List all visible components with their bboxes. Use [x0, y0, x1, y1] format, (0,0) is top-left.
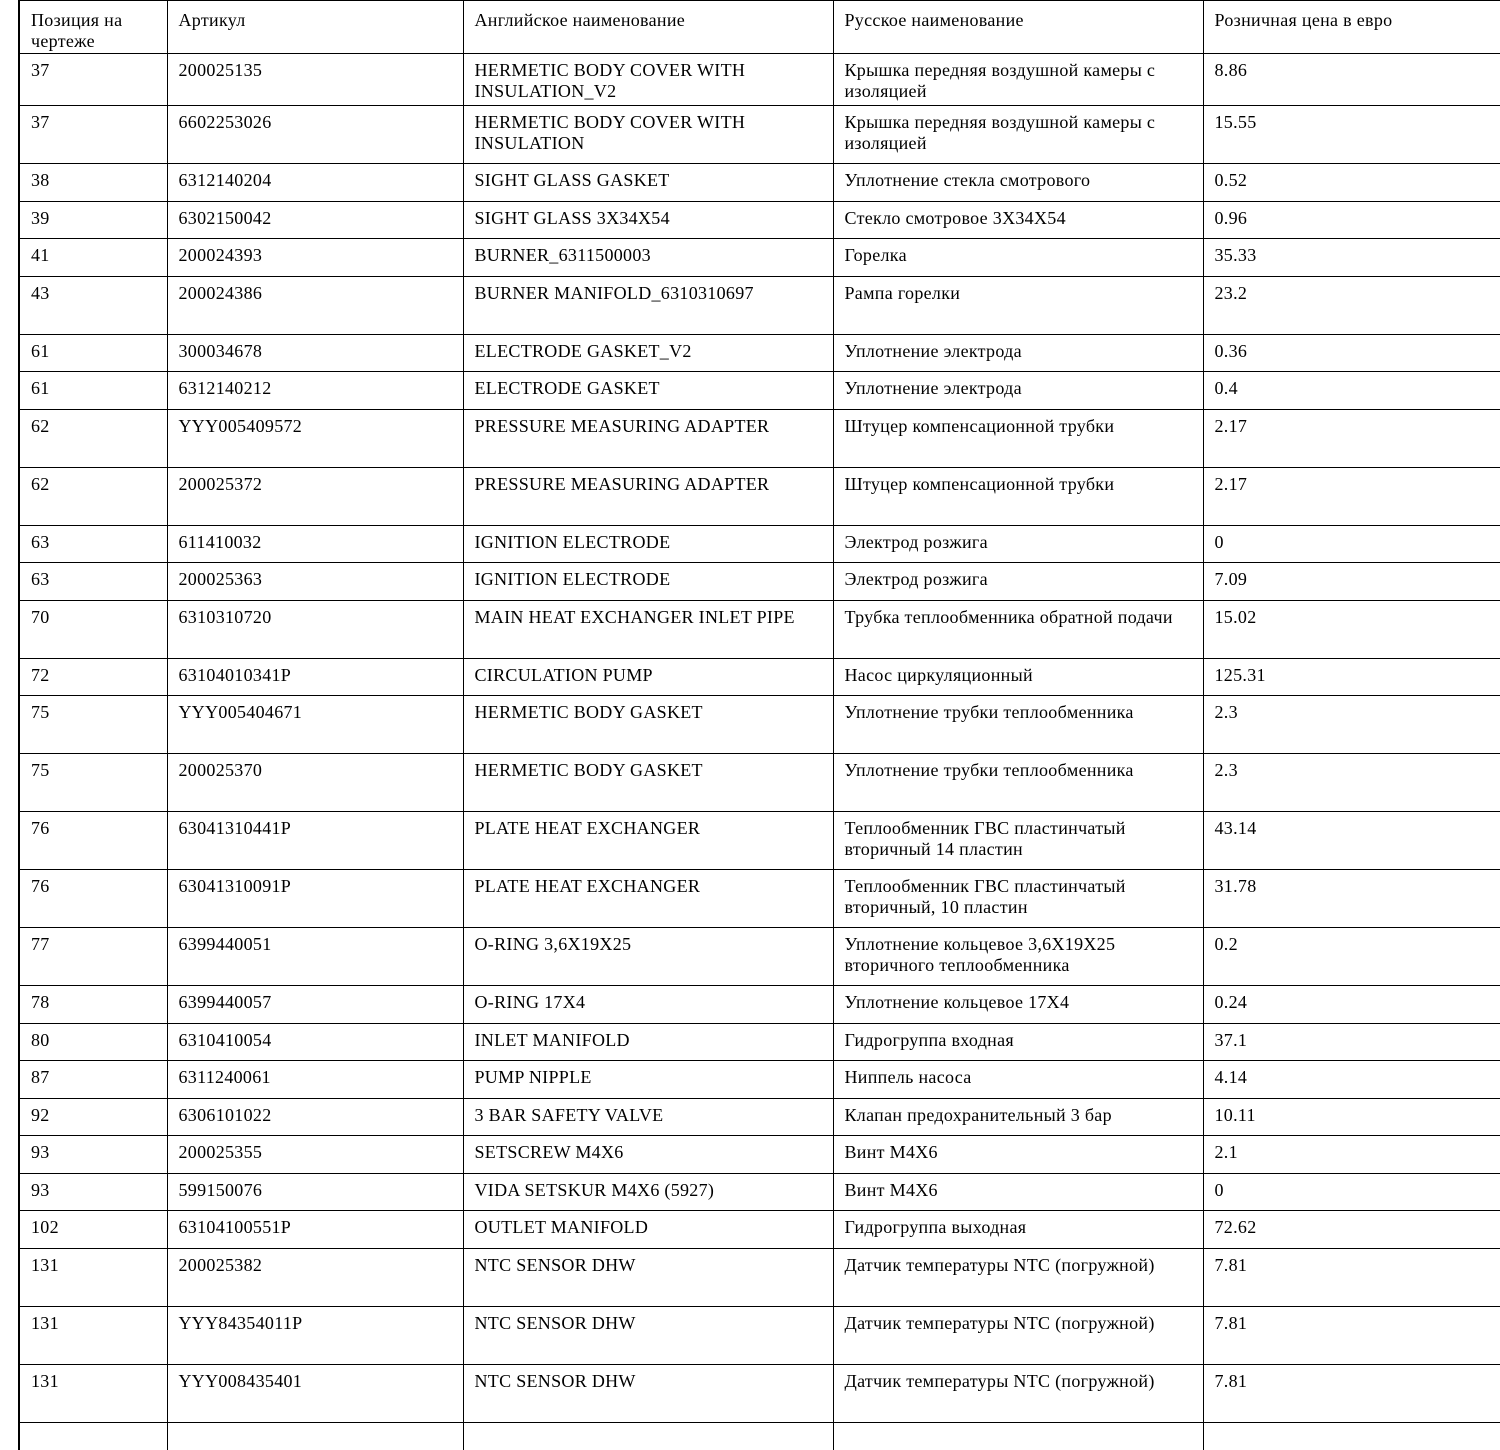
cell-retail-price: 35.33	[1203, 239, 1500, 277]
cell-russian-name: Датчик температуры NTC (погружной)	[833, 1364, 1203, 1422]
cell-russian-name: Трубка теплообменника обратной подачи	[833, 600, 1203, 658]
cell-russian-name: Горелка	[833, 239, 1203, 277]
cell-article: 200025135	[167, 54, 463, 106]
cell-english-name: INLET MANIFOLD	[463, 1023, 833, 1061]
cell-position: 41	[19, 239, 167, 277]
cell-english-name: BURNER_6311500003	[463, 239, 833, 277]
cell-russian-name: Стекло смотровое 3X34X54	[833, 201, 1203, 239]
cell-russian-name: Электрод розжига	[833, 563, 1203, 601]
cell-english-name: HERMETIC BODY COVER WITH INSULATION_V2	[463, 54, 833, 106]
cell-english-name: ELECTRODE GASKET	[463, 372, 833, 410]
empty-cell	[19, 1422, 167, 1450]
cell-russian-name: Электрод розжига	[833, 525, 1203, 563]
cell-english-name: PLATE HEAT EXCHANGER	[463, 870, 833, 928]
cell-article: 6602253026	[167, 106, 463, 164]
cell-english-name: SETSCREW M4X6	[463, 1136, 833, 1174]
cell-english-name: ELECTRODE GASKET_V2	[463, 334, 833, 372]
table-row	[19, 870, 1500, 928]
cell-english-name: PRESSURE MEASURING ADAPTER	[463, 409, 833, 467]
table-row	[19, 658, 1500, 696]
cell-retail-price: 4.14	[1203, 1061, 1500, 1099]
cell-retail-price: 0.52	[1203, 164, 1500, 202]
cell-english-name: PUMP NIPPLE	[463, 1061, 833, 1099]
empty-cell	[833, 1422, 1203, 1450]
table-row	[19, 467, 1500, 525]
table-row	[19, 1306, 1500, 1364]
cell-english-name: SIGHT GLASS 3X34X54	[463, 201, 833, 239]
cell-article: 63104100551P	[167, 1211, 463, 1249]
cell-english-name: HERMETIC BODY GASKET	[463, 754, 833, 812]
table-row	[19, 276, 1500, 334]
table-body	[19, 54, 1500, 1450]
cell-retail-price: 15.55	[1203, 106, 1500, 164]
cell-english-name: HERMETIC BODY COVER WITH INSULATION	[463, 106, 833, 164]
cell-retail-price: 0	[1203, 1173, 1500, 1211]
cell-article: 6306101022	[167, 1098, 463, 1136]
cell-article: 6310410054	[167, 1023, 463, 1061]
cell-russian-name: Штуцер компенсационной трубки	[833, 409, 1203, 467]
cell-english-name: PLATE HEAT EXCHANGER	[463, 812, 833, 870]
table-row	[19, 1364, 1500, 1422]
cell-english-name: MAIN HEAT EXCHANGER INLET PIPE	[463, 600, 833, 658]
table-row	[19, 525, 1500, 563]
table-row	[19, 54, 1500, 106]
cell-position: 61	[19, 372, 167, 410]
header-article: Артикул	[167, 1, 463, 54]
cell-russian-name: Винт M4X6	[833, 1136, 1203, 1174]
cell-russian-name: Теплообменник ГВС пластинчатый вторичный 14 пластин	[833, 812, 1203, 870]
table-header	[19, 1, 1500, 54]
cell-article: 200025370	[167, 754, 463, 812]
cell-position: 63	[19, 525, 167, 563]
table-row	[19, 409, 1500, 467]
table-row-empty	[19, 1422, 1500, 1450]
cell-russian-name: Крышка передняя воздушной камеры с изоляцией	[833, 54, 1203, 106]
cell-article: 200024393	[167, 239, 463, 277]
cell-retail-price: 125.31	[1203, 658, 1500, 696]
table-row	[19, 696, 1500, 754]
cell-position: 93	[19, 1136, 167, 1174]
table-row	[19, 164, 1500, 202]
cell-english-name: BURNER MANIFOLD_6310310697	[463, 276, 833, 334]
cell-article: 63041310441P	[167, 812, 463, 870]
cell-retail-price: 0.4	[1203, 372, 1500, 410]
cell-russian-name: Теплообменник ГВС пластинчатый вторичный, 10 пластин	[833, 870, 1203, 928]
cell-position: 37	[19, 54, 167, 106]
cell-retail-price: 7.81	[1203, 1364, 1500, 1422]
table-row	[19, 239, 1500, 277]
cell-russian-name: Уплотнение кольцевое 17X4	[833, 986, 1203, 1024]
cell-english-name: IGNITION ELECTRODE	[463, 525, 833, 563]
cell-position: 62	[19, 467, 167, 525]
cell-russian-name: Крышка передняя воздушной камеры с изоляцией	[833, 106, 1203, 164]
table-row	[19, 372, 1500, 410]
table-row	[19, 106, 1500, 164]
cell-english-name: IGNITION ELECTRODE	[463, 563, 833, 601]
cell-russian-name: Клапан предохранительный 3 бар	[833, 1098, 1203, 1136]
cell-english-name: O-RING 17X4	[463, 986, 833, 1024]
table-row	[19, 1173, 1500, 1211]
cell-article: 63104010341P	[167, 658, 463, 696]
cell-russian-name: Уплотнение электрода	[833, 334, 1203, 372]
cell-russian-name: Уплотнение кольцевое 3,6X19X25 вторичного теплообменника	[833, 928, 1203, 986]
cell-article: 6312140212	[167, 372, 463, 410]
cell-article: 63041310091P	[167, 870, 463, 928]
table-row	[19, 928, 1500, 986]
cell-position: 93	[19, 1173, 167, 1211]
cell-russian-name: Гидрогруппа входная	[833, 1023, 1203, 1061]
cell-article: 6310310720	[167, 600, 463, 658]
header-english-name: Английское наименование	[463, 1, 833, 54]
cell-russian-name: Уплотнение электрода	[833, 372, 1203, 410]
cell-position: 61	[19, 334, 167, 372]
cell-retail-price: 2.1	[1203, 1136, 1500, 1174]
cell-retail-price: 0.36	[1203, 334, 1500, 372]
empty-cell	[1203, 1422, 1500, 1450]
cell-english-name: O-RING 3,6X19X25	[463, 928, 833, 986]
cell-english-name: HERMETIC BODY GASKET	[463, 696, 833, 754]
cell-article: 300034678	[167, 334, 463, 372]
cell-retail-price: 10.11	[1203, 1098, 1500, 1136]
table-row	[19, 1023, 1500, 1061]
cell-article: 6311240061	[167, 1061, 463, 1099]
cell-article: 6399440051	[167, 928, 463, 986]
table-row	[19, 1098, 1500, 1136]
cell-retail-price: 8.86	[1203, 54, 1500, 106]
cell-russian-name: Уплотнение стекла смотрового	[833, 164, 1203, 202]
cell-retail-price: 0.24	[1203, 986, 1500, 1024]
cell-english-name: PRESSURE MEASURING ADAPTER	[463, 467, 833, 525]
cell-retail-price: 72.62	[1203, 1211, 1500, 1249]
cell-position: 77	[19, 928, 167, 986]
cell-retail-price: 7.09	[1203, 563, 1500, 601]
table-row	[19, 1211, 1500, 1249]
table-row	[19, 986, 1500, 1024]
cell-russian-name: Насос циркуляционный	[833, 658, 1203, 696]
cell-russian-name: Ниппель насоса	[833, 1061, 1203, 1099]
cell-position: 78	[19, 986, 167, 1024]
empty-cell	[463, 1422, 833, 1450]
cell-position: 131	[19, 1306, 167, 1364]
cell-position: 38	[19, 164, 167, 202]
cell-article: YYY005409572	[167, 409, 463, 467]
cell-article: 611410032	[167, 525, 463, 563]
cell-article: 6302150042	[167, 201, 463, 239]
cell-retail-price: 2.3	[1203, 696, 1500, 754]
cell-english-name: VIDA SETSKUR M4X6 (5927)	[463, 1173, 833, 1211]
cell-position: 131	[19, 1248, 167, 1306]
header-russian-name: Русское наименование	[833, 1, 1203, 54]
cell-english-name: NTC SENSOR DHW	[463, 1248, 833, 1306]
table-row	[19, 600, 1500, 658]
cell-english-name: NTC SENSOR DHW	[463, 1306, 833, 1364]
cell-english-name: NTC SENSOR DHW	[463, 1364, 833, 1422]
cell-russian-name: Гидрогруппа выходная	[833, 1211, 1203, 1249]
header-retail-price: Розничная цена в евро	[1203, 1, 1500, 54]
cell-retail-price: 2.17	[1203, 467, 1500, 525]
cell-russian-name: Датчик температуры NTC (погружной)	[833, 1306, 1203, 1364]
cell-position: 62	[19, 409, 167, 467]
table-row	[19, 334, 1500, 372]
cell-russian-name: Уплотнение трубки теплообменника	[833, 696, 1203, 754]
table-row	[19, 1136, 1500, 1174]
table-row	[19, 754, 1500, 812]
cell-retail-price: 2.3	[1203, 754, 1500, 812]
cell-retail-price: 31.78	[1203, 870, 1500, 928]
cell-retail-price: 23.2	[1203, 276, 1500, 334]
header-row	[19, 1, 1500, 54]
cell-article: 200025372	[167, 467, 463, 525]
cell-position: 70	[19, 600, 167, 658]
cell-retail-price: 37.1	[1203, 1023, 1500, 1061]
cell-english-name: 3 BAR SAFETY VALVE	[463, 1098, 833, 1136]
table-row	[19, 201, 1500, 239]
header-position: Позиция на чертеже	[19, 1, 167, 54]
parts-price-sheet	[18, 0, 1500, 1450]
cell-position: 43	[19, 276, 167, 334]
cell-retail-price: 0.2	[1203, 928, 1500, 986]
cell-retail-price: 7.81	[1203, 1248, 1500, 1306]
cell-article: 200025355	[167, 1136, 463, 1174]
cell-position: 87	[19, 1061, 167, 1099]
cell-position: 39	[19, 201, 167, 239]
table-row	[19, 1061, 1500, 1099]
cell-article: 200024386	[167, 276, 463, 334]
cell-russian-name: Винт M4X6	[833, 1173, 1203, 1211]
cell-article: 6399440057	[167, 986, 463, 1024]
cell-position: 102	[19, 1211, 167, 1249]
cell-position: 80	[19, 1023, 167, 1061]
cell-position: 76	[19, 870, 167, 928]
cell-article: 6312140204	[167, 164, 463, 202]
cell-article: 599150076	[167, 1173, 463, 1211]
cell-position: 63	[19, 563, 167, 601]
cell-article: YYY005404671	[167, 696, 463, 754]
cell-position: 76	[19, 812, 167, 870]
table-row	[19, 812, 1500, 870]
table-row	[19, 563, 1500, 601]
cell-english-name: OUTLET MANIFOLD	[463, 1211, 833, 1249]
cell-retail-price: 0	[1203, 525, 1500, 563]
cell-russian-name: Штуцер компенсационной трубки	[833, 467, 1203, 525]
empty-cell	[167, 1422, 463, 1450]
cell-retail-price: 15.02	[1203, 600, 1500, 658]
cell-russian-name: Рампа горелки	[833, 276, 1203, 334]
cell-position: 37	[19, 106, 167, 164]
cell-article: YYY84354011P	[167, 1306, 463, 1364]
cell-article: YYY008435401	[167, 1364, 463, 1422]
cell-position: 72	[19, 658, 167, 696]
cell-russian-name: Датчик температуры NTC (погружной)	[833, 1248, 1203, 1306]
cell-article: 200025382	[167, 1248, 463, 1306]
cell-english-name: CIRCULATION PUMP	[463, 658, 833, 696]
cell-position: 131	[19, 1364, 167, 1422]
cell-retail-price: 7.81	[1203, 1306, 1500, 1364]
cell-retail-price: 43.14	[1203, 812, 1500, 870]
cell-russian-name: Уплотнение трубки теплообменника	[833, 754, 1203, 812]
parts-price-table	[18, 0, 1500, 1450]
cell-article: 200025363	[167, 563, 463, 601]
table-row	[19, 1248, 1500, 1306]
cell-position: 92	[19, 1098, 167, 1136]
cell-position: 75	[19, 696, 167, 754]
cell-retail-price: 0.96	[1203, 201, 1500, 239]
cell-retail-price: 2.17	[1203, 409, 1500, 467]
cell-english-name: SIGHT GLASS GASKET	[463, 164, 833, 202]
cell-position: 75	[19, 754, 167, 812]
